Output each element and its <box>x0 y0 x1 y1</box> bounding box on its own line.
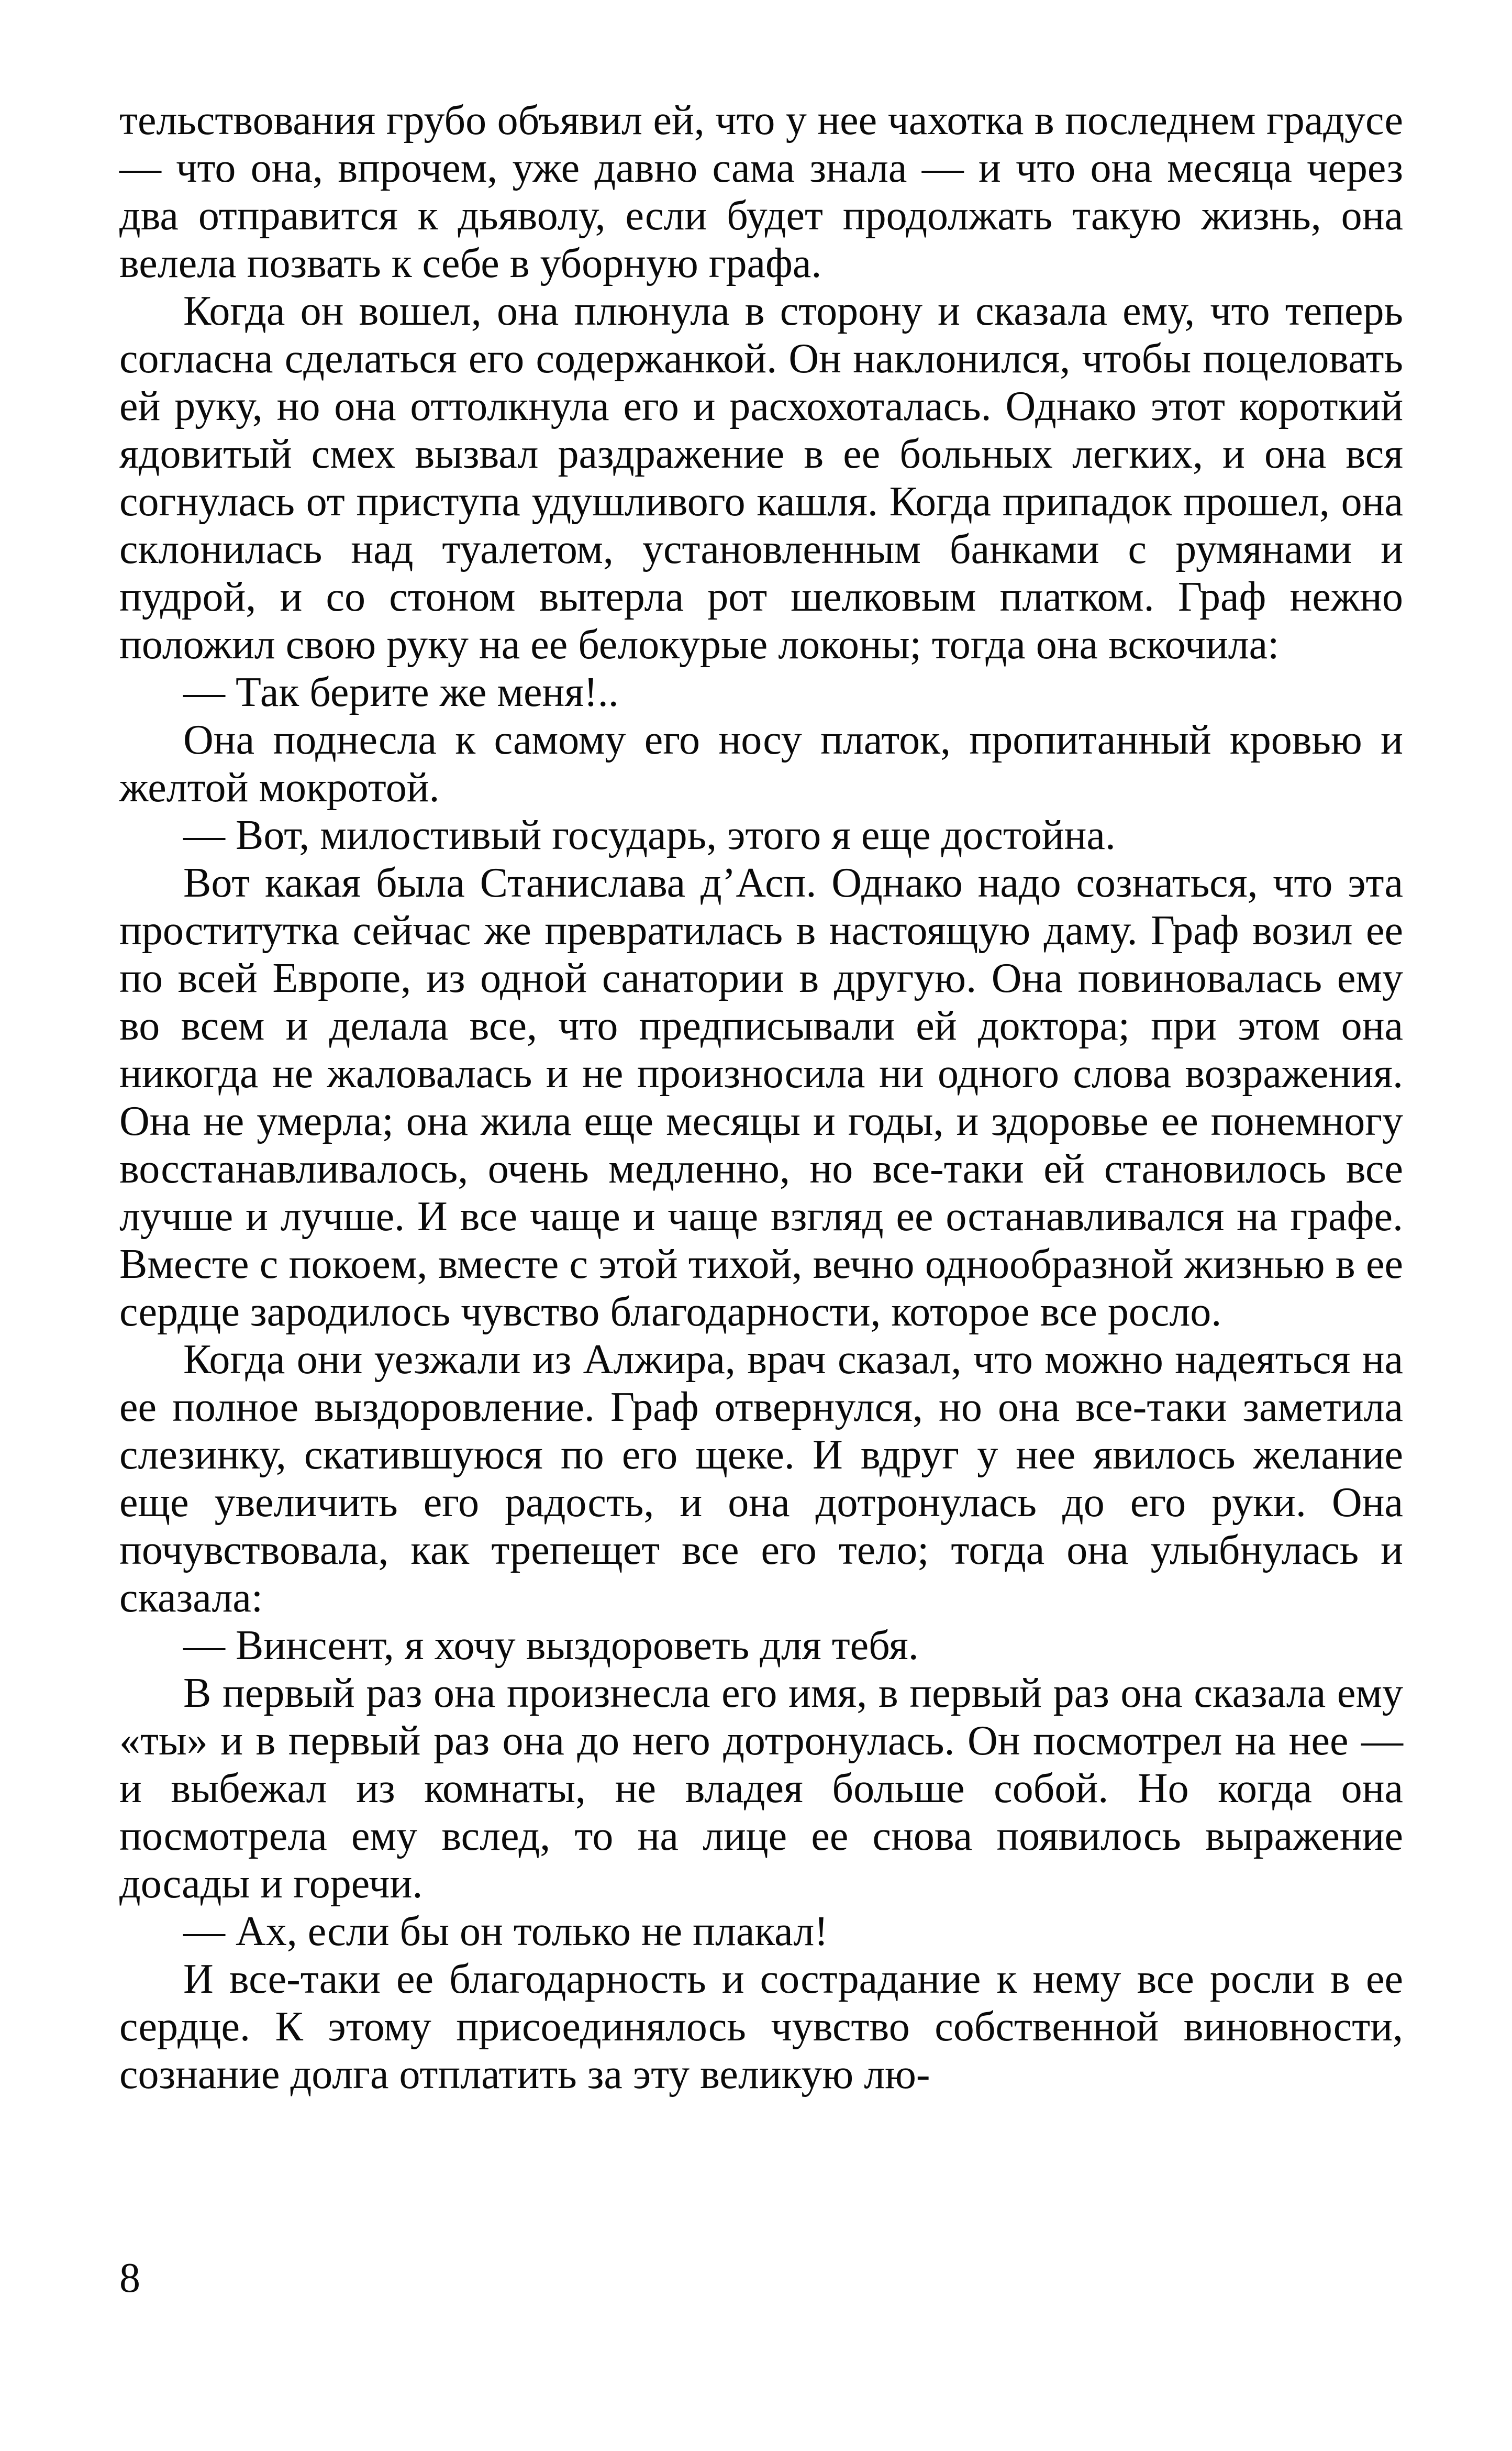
paragraph: И все-таки ее благодарность и сострадание к нему все росли в ее сердце. К этому присоединялось чувство собственной виновности, сознание долга отплатить за эту великую лю- <box>119 1956 1403 2097</box>
page-number: 8 <box>119 2255 140 2301</box>
paragraph: В первый раз она произнесла его имя, в первый раз она сказала ему «ты» и в первый раз она до него дотронулась. Он посмотрел на нее — и выбежал из комнаты, не владея больше собой. Но когда она посмотрела ему вслед, то на лице ее снова появилось выражение досады и горечи. <box>119 1670 1403 1907</box>
book-page <box>119 97 1403 2349</box>
paragraph: Когда они уезжали из Алжира, врач сказал, что можно надеяться на ее полное выздоровление. Граф отвернулся, но она все-таки заметила слезинку, скатившуюся по его щеке. И вдруг у нее явилось желание еще увеличить его радость, и она дотронулась до его руки. Она почувствовала, как трепещет все его тело; тогда она улыбнулась и сказала: <box>119 1337 1403 1621</box>
paragraph: Она поднесла к самому его носу платок, пропитанный кровью и желтой мокротой. <box>119 717 1403 811</box>
dialogue-line: — Ах, если бы он только не плакал! <box>183 1908 828 1955</box>
dialogue-line: — Так берите же меня!.. <box>183 669 619 715</box>
paragraph: Когда он вошел, она плюнула в сторону и сказала ему, что теперь согласна сделаться его содержанкой. Он наклонился, чтобы поцеловать ей руку, но она оттолкнула его и расхохоталась. Однако этот короткий ядовитый смех вызвал раздражение в ее больных легких, и она вся согнулась от приступа удушливого кашля. Когда припадок прошел, она склонилась над туалетом, установленным банками с румянами и пудрой, и со стоном вытерла рот шелковым платком. Граф нежно положил свою руку на ее белокурые локоны; тогда она вскочила: <box>119 288 1403 668</box>
body-text <box>119 97 1403 2099</box>
dialogue-line: — Винсент, я хочу выздороветь для тебя. <box>183 1622 919 1669</box>
paragraph: Вот какая была Станислава д’Асп. Однако надо сознаться, что эта проститутка сейчас же превратилась в настоящую даму. Граф возил ее по всей Европе, из одной санатории в другую. Она повиновалась ему во всем и делала все, что предписывали ей доктора; при этом она никогда не жаловалась и не произносила ни одного слова возражения. Она не умерла; она жила еще месяцы и годы, и здоровье ее понемногу восстанавливалось, очень медленно, но все-таки ей становилось все лучше и лучше. И все чаще и чаще взгляд ее останавливался на графе. Вместе с покоем, вместе с этой тихой, вечно однообразной жизнью в ее сердце зародилось чувство благодарности, которое все росло. <box>119 860 1403 1335</box>
dialogue-line: — Вот, милостивый государь, этого я еще достойна. <box>183 812 1116 858</box>
paragraph-continued: тельствования грубо объявил ей, что у нее чахотка в последнем градусе — что она, впрочем, уже давно сама знала — и что она месяца через два отправится к дьяволу, если будет продолжать такую жизнь, она велела позвать к себе в уборную графа. <box>119 97 1403 286</box>
